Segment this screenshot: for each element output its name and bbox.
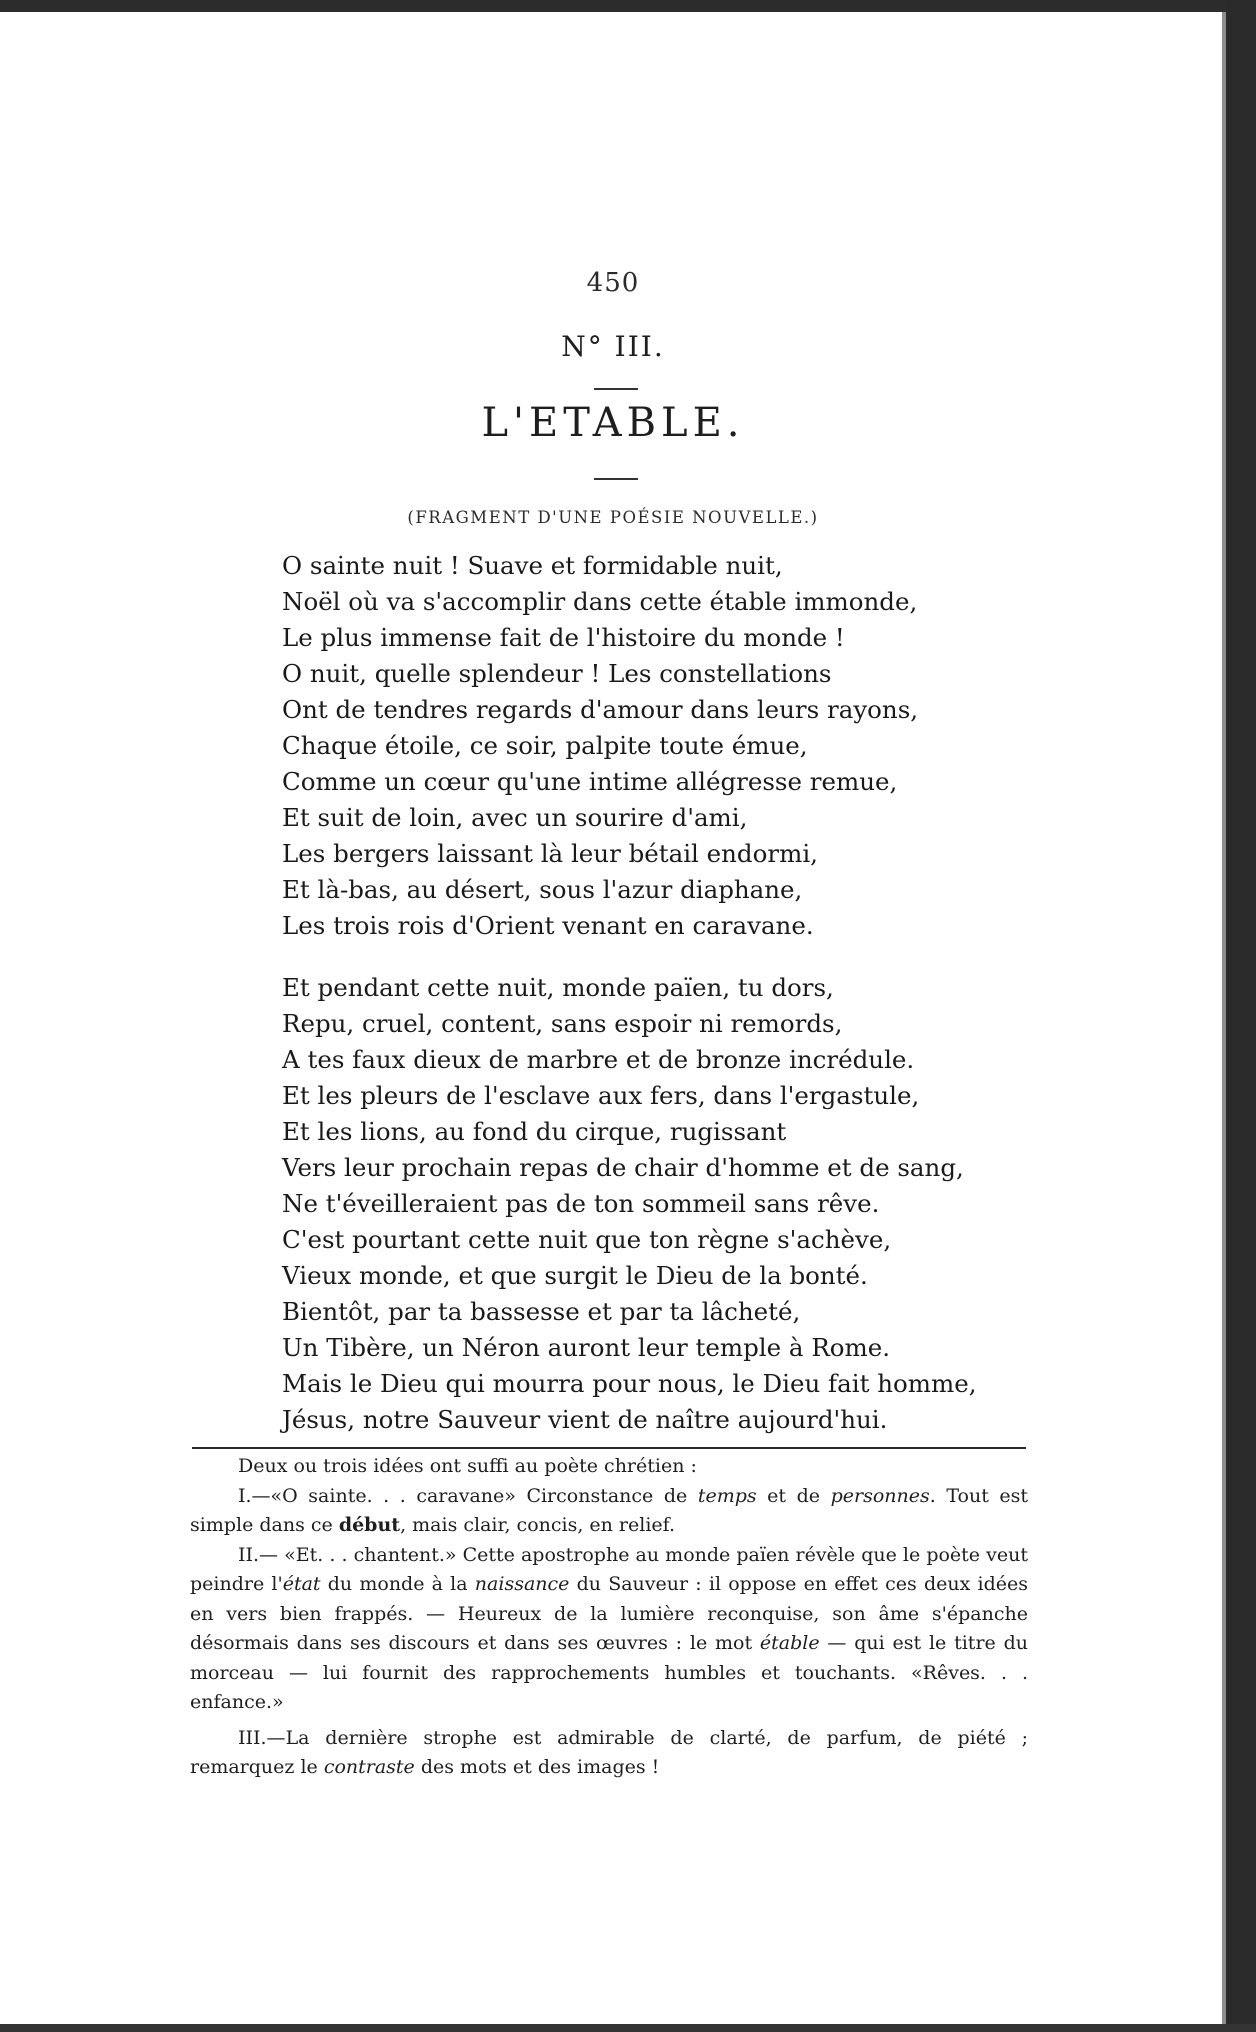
note-quote: «Rêves. . . enfance.» [190, 1661, 1028, 1713]
page-number: 450 [586, 268, 640, 298]
verse-line: Ont de tendres regards d'amour dans leurs rayons, [282, 695, 919, 724]
note-text: du Sauveur : il oppose en effet ces deux idées en vers bien frappés. — Heureux de la lumière reconquise, son âme s'épanche désormais dans ses discours et dans ses œuvres : le mot [190, 1573, 1028, 1654]
verse-line: Vieux monde, et que surgit le Dieu de la bonté. [282, 1261, 868, 1290]
scan-border-right [1226, 0, 1256, 2032]
note-intro: Deux ou trois idées ont suffi au poète chrétien : [238, 1455, 697, 1477]
verse-line: Ne t'éveilleraient pas de ton sommeil sans rêve. [282, 1189, 880, 1218]
verse-line: Mais le Dieu qui mourra pour nous, le Dieu fait homme, [282, 1369, 977, 1398]
title-rule-top [594, 388, 638, 390]
verse-line: A tes faux dieux de marbre et de bronze incrédule. [282, 1045, 915, 1074]
footnote-rule [192, 1447, 1026, 1449]
poem-subtitle: (FRAGMENT D'UNE POÉSIE NOUVELLE.) [407, 508, 819, 527]
verse-line: Les trois rois d'Orient venant en caravane. [282, 911, 814, 940]
verse-line: Jésus, notre Sauveur vient de naître aujourd'hui. [282, 1405, 888, 1434]
note-text: et de [756, 1484, 831, 1507]
note-text: La dernière strophe est admirable de clarté, de parfum, de piété ; remarquez le [190, 1726, 1028, 1778]
verse-line: Et là-bas, au désert, sous l'azur diaphane, [282, 875, 803, 904]
note-emphasis: temps [697, 1484, 757, 1507]
note-emphasis: état [282, 1573, 321, 1595]
poem-title: L'ETABLE. [481, 400, 745, 446]
note-text: du monde à la [320, 1573, 475, 1595]
note-quote: «Et. . . chantent.» [284, 1543, 457, 1566]
note-3 [190, 1724, 1028, 1783]
note-emphasis: personnes [830, 1484, 930, 1507]
note-text: Cette apostrophe au monde païen révèle que le poète veut peindre l' [190, 1543, 1028, 1595]
note-label: I.— [238, 1484, 271, 1507]
verse-line: Et les pleurs de l'esclave aux fers, dans l'ergastule, [282, 1081, 920, 1110]
verse-line: Noël où va s'accomplir dans cette étable immonde, [282, 587, 918, 616]
note-text: . Tout est simple dans ce [190, 1484, 1029, 1536]
note-text: Circonstance de [515, 1484, 698, 1507]
note-label: II.— [238, 1543, 285, 1566]
verse-line: Et pendant cette nuit, monde païen, tu dors, [282, 973, 834, 1002]
verse-line: Et suit de loin, avec un sourire d'ami, [282, 803, 748, 832]
note-label: III.— [238, 1726, 286, 1749]
scan-border-bottom [0, 2024, 1256, 2032]
commentary-notes [190, 1452, 1028, 1783]
stanza-1 [282, 548, 1042, 944]
note-text: — qui est le titre du morceau — lui fournit des rapprochements humbles et touchants. [190, 1632, 1028, 1684]
verse-line: O sainte nuit ! Suave et formidable nuit, [282, 551, 783, 580]
verse-line: Le plus immense fait de l'histoire du monde ! [282, 623, 845, 652]
note-emphasis: étable [759, 1632, 820, 1654]
note-emphasis: naissance [474, 1573, 570, 1595]
note-bold: début [338, 1514, 401, 1536]
verse-line: C'est pourtant cette nuit que ton règne s'achève, [282, 1225, 892, 1254]
verse-line: Comme un cœur qu'une intime allégresse remue, [282, 767, 898, 796]
poem-number: N° III. [561, 330, 665, 363]
note-text: , mais clair, concis, en relief. [400, 1514, 676, 1536]
verse-line: Un Tibère, un Néron auront leur temple à Rome. [282, 1333, 891, 1362]
page-edge-shadow [1222, 12, 1226, 2032]
note-emphasis: contraste [323, 1756, 415, 1778]
verse-line: Les bergers laissant là leur bétail endormi, [282, 839, 818, 868]
note-2 [190, 1541, 1028, 1718]
verse-line: Repu, cruel, content, sans espoir ni remords, [282, 1009, 843, 1038]
verse-line: Chaque étoile, ce soir, palpite toute émue, [282, 731, 808, 760]
verse-line: Bientôt, par ta bassesse et par ta lâcheté, [282, 1297, 801, 1326]
verse-line: Vers leur prochain repas de chair d'homme et de sang, [282, 1153, 964, 1182]
scan-border-top [0, 0, 1256, 12]
title-rule-bottom [594, 478, 638, 480]
note-quote: «O sainte. . . caravane» [270, 1484, 516, 1507]
stanza-2 [282, 970, 1042, 1438]
note-text: des mots et des images ! [414, 1756, 660, 1778]
note-1 [190, 1482, 1028, 1541]
verse-line: Et les lions, au fond du cirque, rugissant [282, 1117, 787, 1146]
verse-line: O nuit, quelle splendeur ! Les constellations [282, 659, 832, 688]
